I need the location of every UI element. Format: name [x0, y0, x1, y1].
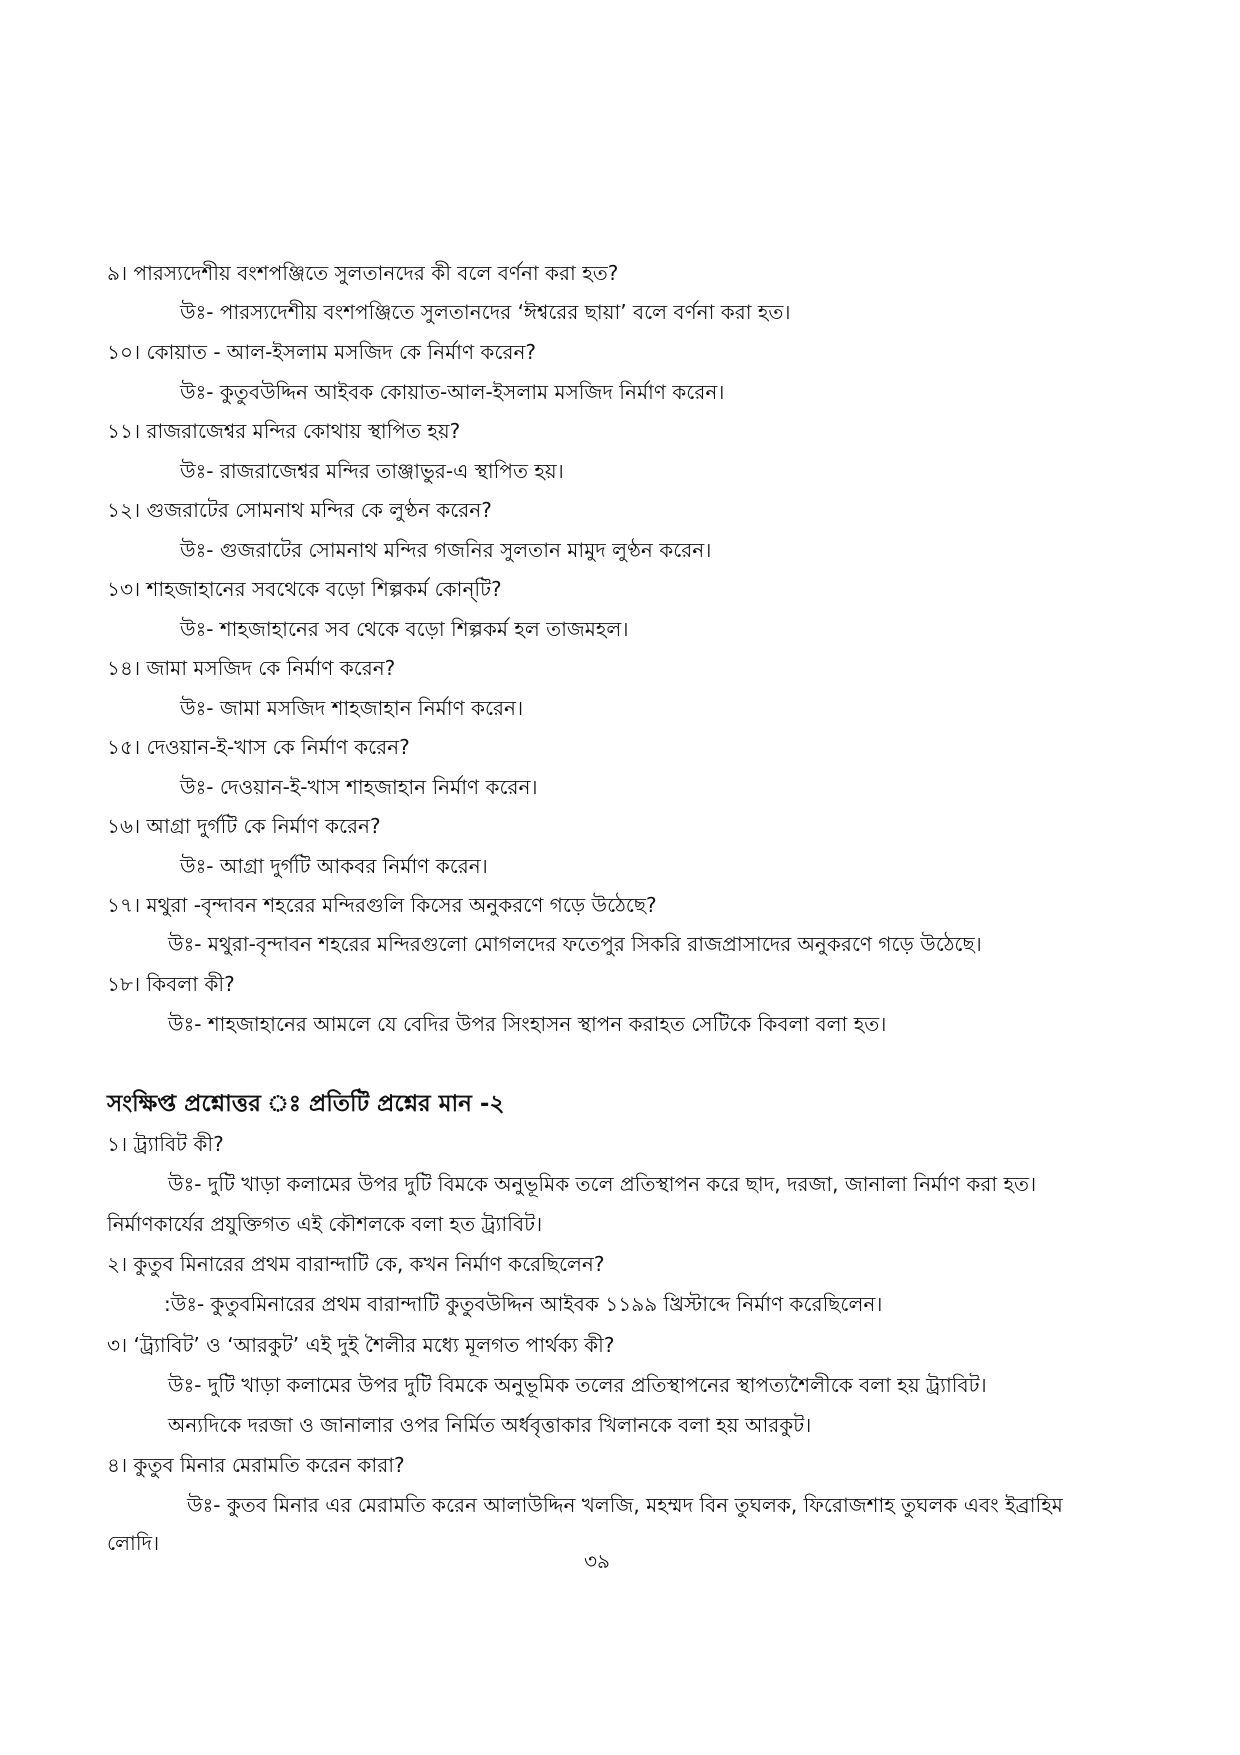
question-14: ১৪। জামা মসজিদ কে নির্মাণ করেন?	[107, 656, 396, 680]
short-answer-4-line-2: লোদি।	[107, 1531, 160, 1555]
answer-15: উঃ- দেওয়ান-ই-খাস শাহজাহান নির্মাণ করেন।	[180, 775, 538, 799]
answer-12: উঃ- গুজরাটের সোমনাথ মন্দির গজনির সুলতান মামুদ লুণ্ঠন করেন।	[180, 538, 712, 562]
question-17: ১৭। মথুরা -বৃন্দাবন শহরের মন্দিরগুলি কিসের অনুকরণে গড়ে উঠেছে?	[107, 893, 657, 917]
answer-16: উঃ- আগ্রা দুর্গটি আকবর নির্মাণ করেন।	[180, 854, 488, 878]
answer-11: উঃ- রাজরাজেশ্বর মন্দির তাঞ্জাভুর-এ স্থাপিত হয়।	[180, 459, 564, 483]
answer-9: উঃ- পারস্যদেশীয় বংশপঞ্জিতে সুলতানদের ‘ঈশ্বরের ছায়া’ বলে বর্ণনা করা হত।	[180, 300, 791, 324]
answer-13: উঃ- শাহজাহানের সব থেকে বড়ো শিল্পকর্ম হল তাজমহল।	[180, 617, 629, 641]
short-answer-1-line-2: নির্মাণকার্যের প্রযুক্তিগত এই কৌশলকে বলা হত ট্র্যাবিট।	[107, 1212, 543, 1236]
short-answer-4-line-1: উঃ- কুতব মিনার এর মেরামতি করেন আলাউদ্দিন খলজি, মহম্মদ বিন তুঘলক, ফিরোজশাহ তুঘলক এবং ইব্রাহিম	[187, 1493, 1063, 1517]
short-question-2: ২। কুতুব মিনারের প্রথম বারান্দাটি কে, কখন নির্মাণ করেছিলেন?	[107, 1252, 605, 1276]
short-answer-3-line-1: উঃ- দুটি খাড়া কলামের উপর দুটি বিমকে অনুভূমিক তলের প্রতিস্থাপনের স্থাপত্যশৈলীকে বলা হয় ট্র্যাবিট।	[168, 1373, 987, 1397]
question-12: ১২। গুজরাটের সোমনাথ মন্দির কে লুণ্ঠন করেন?	[107, 498, 492, 522]
short-answer-3-line-2: অন্যদিকে দরজা ও জানালার ওপর নির্মিত অর্ধবৃত্তাকার খিলানকে বলা হয় আরকুট।	[168, 1413, 812, 1437]
short-question-3: ৩। ‘ট্র্যাবিট’ ও ‘আরকুট’ এই দুই শৈলীর মধ্যে মূলগত পার্থক্য কী?	[107, 1333, 615, 1357]
short-question-1: ১। ট্র্যাবিট কী?	[107, 1132, 224, 1156]
section-heading: সংক্ষিপ্ত প্রশ্নোত্তর ঃ প্রতিটি প্রশ্নের মান -২	[107, 1091, 505, 1117]
question-13: ১৩। শাহজাহানের সবথেকে বড়ো শিল্পকর্ম কোন্‌টি?	[107, 577, 502, 601]
answer-18: উঃ- শাহজাহানের আমলে যে বেদির উপর সিংহাসন স্থাপন করাহত সেটিকে কিবলা বলা হত।	[168, 1012, 887, 1036]
question-10: ১০। কোয়াত - আল-ইসলাম মসজিদ কে নির্মাণ করেন?	[107, 340, 537, 364]
short-question-4: ৪। কুতুব মিনার মেরামতি করেন কারা?	[107, 1453, 405, 1477]
question-9: ৯। পারস্যদেশীয় বংশপঞ্জিতে সুলতানদের কী বলে বর্ণনা করা হত?	[107, 261, 619, 285]
answer-17: উঃ- মথুরা-বৃন্দাবন শহরের মন্দিরগুলো মোগলদের ফতেপুর সিকরি রাজপ্রাসাদের অনুকরণে গড়ে উঠেছে।	[168, 932, 982, 956]
page-number: ৩৯	[584, 1549, 610, 1573]
short-answer-2: :উঃ- কুতুবমিনারের প্রথম বারান্দাটি কুতুবউদ্দিন আইবক ১১৯৯ খ্রিস্টাব্দে নির্মাণ করেছিলেন।	[164, 1292, 883, 1316]
answer-14: উঃ- জামা মসজিদ শাহজাহান নির্মাণ করেন।	[180, 696, 524, 720]
question-16: ১৬। আগ্রা দুর্গটি কে নির্মাণ করেন?	[107, 814, 381, 838]
short-answer-1-line-1: উঃ- দুটি খাড়া কলামের উপর দুটি বিমকে অনুভূমিক তলে প্রতিস্থাপন করে ছাদ, দরজা, জানালা নির্মাণ করা হত।	[168, 1172, 1037, 1196]
question-11: ১১। রাজরাজেশ্বর মন্দির কোথায় স্থাপিত হয়?	[107, 419, 461, 443]
question-15: ১৫। দেওয়ান-ই-খাস কে নির্মাণ করেন?	[107, 735, 410, 759]
question-18: ১৮। কিবলা কী?	[107, 972, 235, 996]
answer-10: উঃ- কুতুবউদ্দিন আইবক কোয়াত-আল-ইসলাম মসজিদ নির্মাণ করেন।	[180, 380, 725, 404]
